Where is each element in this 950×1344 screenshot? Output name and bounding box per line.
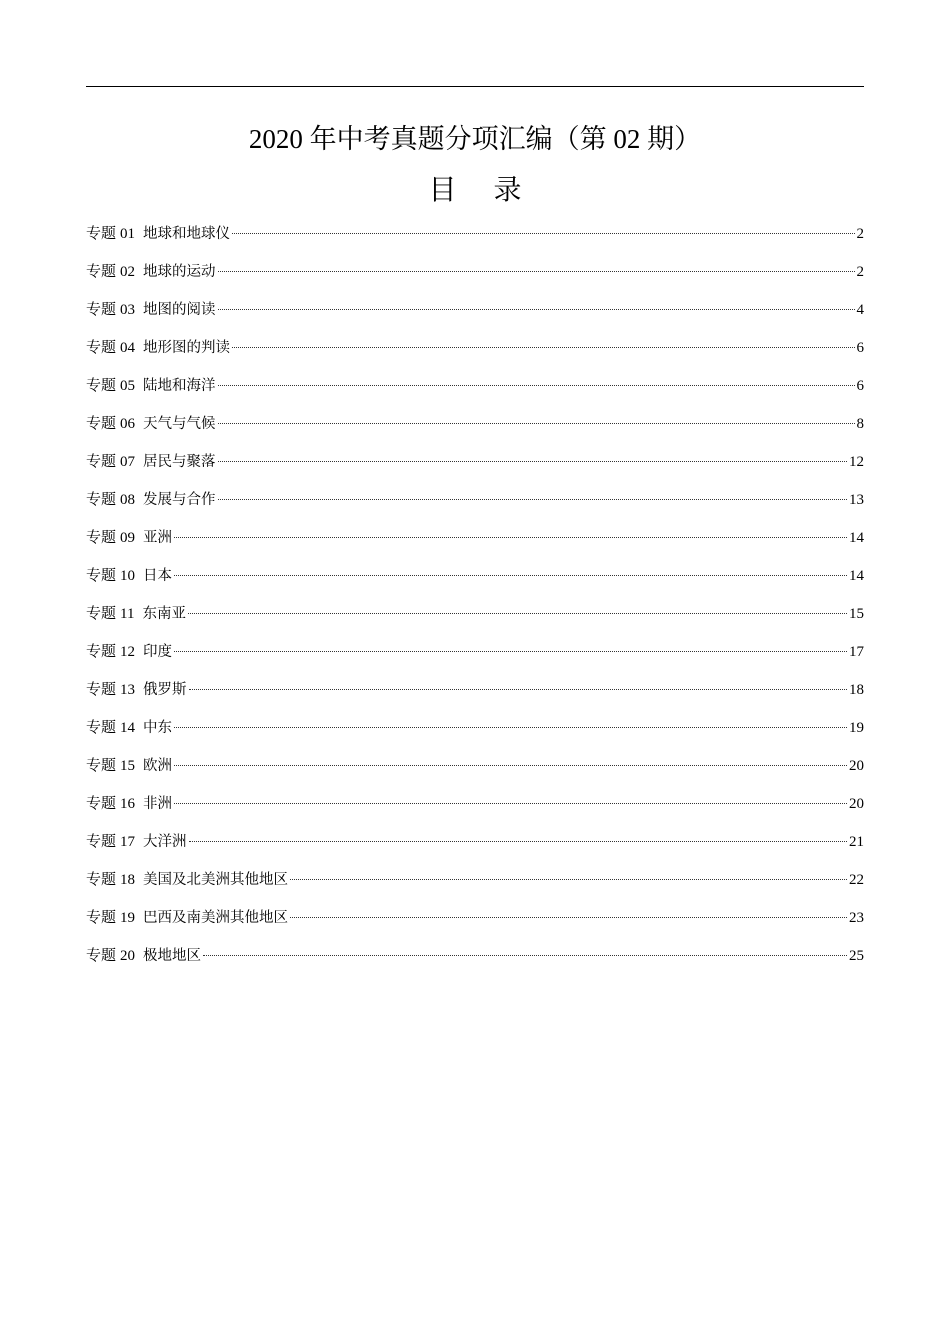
toc-entry-page: 6 <box>856 378 864 394</box>
toc-entry-prefix: 专题 <box>86 264 117 280</box>
dot-leader <box>174 537 847 538</box>
toc-entry-page: 23 <box>849 910 864 926</box>
dot-leader <box>218 309 855 310</box>
toc-entry-page: 6 <box>856 340 864 356</box>
toc-entry-19[interactable] <box>86 907 864 945</box>
dot-leader <box>218 461 847 462</box>
toc-entry-03[interactable] <box>86 299 864 337</box>
dot-leader <box>218 271 855 272</box>
toc-entry-05[interactable] <box>86 375 864 413</box>
toc-entry-title: 非洲 <box>143 796 173 812</box>
toc-entry-prefix: 专题 <box>86 340 117 356</box>
dot-leader <box>189 689 847 690</box>
toc-entry-prefix: 专题 <box>86 758 117 774</box>
toc-entry-title: 东南亚 <box>142 606 186 622</box>
toc-heading: 目 录 <box>428 173 536 206</box>
toc-entry-prefix: 专题 <box>86 416 117 432</box>
toc-entry-page: 14 <box>849 530 864 546</box>
toc-entry-title: 地图的阅读 <box>143 302 216 318</box>
toc-entry-prefix: 专题 <box>86 796 117 812</box>
toc-entry-number: 04 <box>120 340 136 356</box>
toc-entry-13[interactable] <box>86 679 864 717</box>
toc-entry-14[interactable] <box>86 717 864 755</box>
toc-entry-page: 13 <box>849 492 864 508</box>
toc-entry-page: 20 <box>849 758 864 774</box>
toc-entry-prefix: 专题 <box>86 910 117 926</box>
toc-entry-number: 16 <box>120 796 136 812</box>
toc-entry-18[interactable] <box>86 869 864 907</box>
toc-entry-page: 19 <box>849 720 864 736</box>
dot-leader <box>174 651 847 652</box>
toc-entry-number: 07 <box>120 454 136 470</box>
toc-entry-number: 15 <box>120 758 136 774</box>
toc-entry-prefix: 专题 <box>86 302 117 318</box>
toc-entry-prefix: 专题 <box>86 454 117 470</box>
toc-entry-number: 03 <box>120 302 136 318</box>
toc-entry-title: 印度 <box>143 644 173 660</box>
dot-leader <box>218 423 855 424</box>
toc-entry-title: 陆地和海洋 <box>143 378 216 394</box>
dot-leader <box>290 917 847 918</box>
toc-entry-16[interactable] <box>86 793 864 831</box>
toc-entry-page: 17 <box>849 644 864 660</box>
toc-entry-page: 2 <box>856 226 864 242</box>
toc-entry-page: 25 <box>849 948 864 964</box>
toc-entry-page: 14 <box>849 568 864 584</box>
toc-entry-number: 12 <box>120 644 136 660</box>
document-title: 2020 年中考真题分项汇编（第 02 期） <box>248 124 702 154</box>
toc-entry-page: 2 <box>856 264 864 280</box>
toc-entry-prefix: 专题 <box>86 644 117 660</box>
toc-entry-07[interactable] <box>86 451 864 489</box>
toc-entry-number: 19 <box>120 910 136 926</box>
toc-entry-title: 欧洲 <box>143 758 173 774</box>
toc-entry-title: 地球和地球仪 <box>143 226 231 242</box>
toc-entry-06[interactable] <box>86 413 864 451</box>
toc-entry-20[interactable] <box>86 945 864 983</box>
toc-entry-prefix: 专题 <box>86 606 117 622</box>
toc-entry-17[interactable] <box>86 831 864 869</box>
toc-entry-title: 地球的运动 <box>143 264 216 280</box>
toc-entry-prefix: 专题 <box>86 834 117 850</box>
dot-leader <box>232 233 854 234</box>
toc-entry-title: 大洋洲 <box>143 834 187 850</box>
toc-entry-title: 中东 <box>143 720 173 736</box>
toc-entry-prefix: 专题 <box>86 492 117 508</box>
header-rule <box>86 86 864 87</box>
toc-entry-prefix: 专题 <box>86 378 117 394</box>
toc-entry-prefix: 专题 <box>86 682 117 698</box>
toc-entry-02[interactable] <box>86 261 864 299</box>
toc-entry-number: 02 <box>120 264 136 280</box>
toc-entry-09[interactable] <box>86 527 864 565</box>
dot-leader <box>218 499 847 500</box>
toc-entry-title: 亚洲 <box>143 530 173 546</box>
toc-entry-number: 11 <box>120 606 135 622</box>
toc-entry-number: 10 <box>120 568 136 584</box>
toc-entry-number: 01 <box>120 226 136 242</box>
toc-entry-11[interactable] <box>86 603 864 641</box>
dot-leader <box>188 613 847 614</box>
toc-entry-title: 极地地区 <box>143 948 202 964</box>
toc-entry-prefix: 专题 <box>86 720 117 736</box>
toc-entry-page: 15 <box>849 606 864 622</box>
toc-entry-10[interactable] <box>86 565 864 603</box>
toc-entry-page: 8 <box>856 416 864 432</box>
toc-entry-prefix: 专题 <box>86 568 117 584</box>
toc-entry-title: 日本 <box>143 568 173 584</box>
toc-entry-title: 地形图的判读 <box>143 340 231 356</box>
toc-entry-title: 俄罗斯 <box>143 682 187 698</box>
toc-entry-page: 18 <box>849 682 864 698</box>
toc-entry-number: 05 <box>120 378 136 394</box>
toc-entry-number: 06 <box>120 416 136 432</box>
table-of-contents <box>86 223 864 983</box>
toc-entry-title: 居民与聚落 <box>143 454 216 470</box>
dot-leader <box>174 803 847 804</box>
dot-leader <box>290 879 847 880</box>
toc-entry-04[interactable] <box>86 337 864 375</box>
toc-entry-title: 美国及北美洲其他地区 <box>143 872 289 888</box>
toc-entry-title: 巴西及南美洲其他地区 <box>143 910 289 926</box>
toc-entry-page: 20 <box>849 796 864 812</box>
toc-entry-prefix: 专题 <box>86 226 117 242</box>
toc-entry-page: 12 <box>849 454 864 470</box>
toc-entry-12[interactable] <box>86 641 864 679</box>
toc-entry-prefix: 专题 <box>86 530 117 546</box>
toc-entry-page: 4 <box>856 302 864 318</box>
toc-entry-number: 20 <box>120 948 136 964</box>
dot-leader <box>174 575 847 576</box>
toc-entry-number: 14 <box>120 720 136 736</box>
toc-entry-number: 09 <box>120 530 136 546</box>
dot-leader <box>218 385 855 386</box>
toc-entry-prefix: 专题 <box>86 872 117 888</box>
toc-entry-number: 18 <box>120 872 136 888</box>
dot-leader <box>174 727 847 728</box>
toc-entry-08[interactable] <box>86 489 864 527</box>
toc-entry-page: 22 <box>849 872 864 888</box>
toc-entry-01[interactable] <box>86 223 864 261</box>
dot-leader <box>232 347 854 348</box>
toc-entry-title: 天气与气候 <box>143 416 216 432</box>
toc-entry-number: 08 <box>120 492 136 508</box>
toc-entry-number: 13 <box>120 682 136 698</box>
dot-leader <box>203 955 847 956</box>
toc-entry-number: 17 <box>120 834 136 850</box>
dot-leader <box>189 841 847 842</box>
toc-entry-prefix: 专题 <box>86 948 117 964</box>
toc-entry-title: 发展与合作 <box>143 492 216 508</box>
toc-entry-15[interactable] <box>86 755 864 793</box>
dot-leader <box>174 765 847 766</box>
toc-entry-page: 21 <box>849 834 864 850</box>
